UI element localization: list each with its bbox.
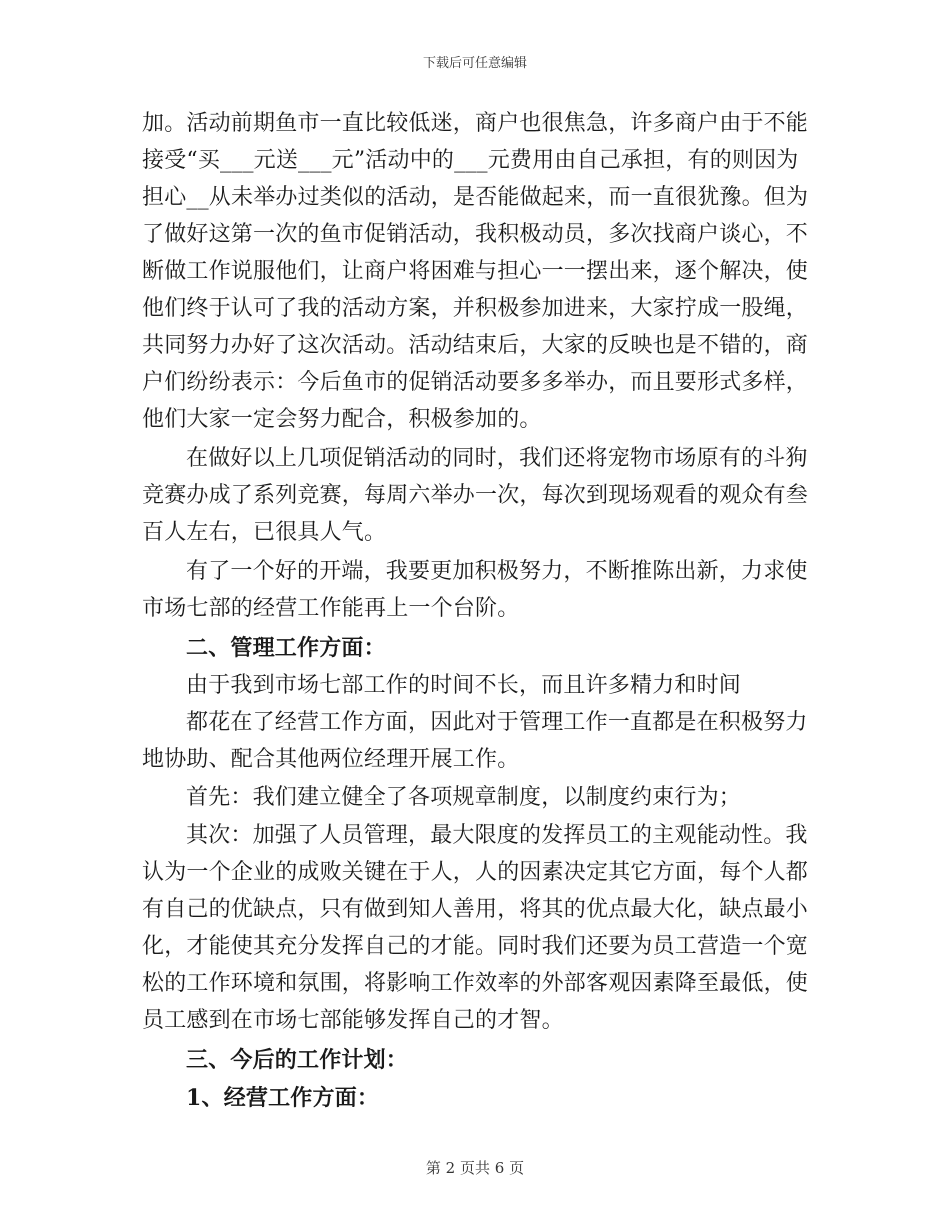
section-heading: 三、今后的工作计划： xyxy=(186,1047,409,1073)
body-line: 了做好这第一次的鱼市促销活动，我积极动员，多次找商户谈心，不 xyxy=(142,222,809,247)
body-line: 共同努力办好了这次活动。活动结束后，大家的反映也是不错的，商 xyxy=(142,333,809,358)
body-line: 户们纷纷表示：今后鱼市的促销活动要多多举办，而且要形式多样， xyxy=(142,370,809,395)
body-line: 认为一个企业的成败关键在于人，人的因素决定其它方面，每个人都 xyxy=(142,860,809,885)
body-line: 加。活动前期鱼市一直比较低迷，商户也很焦急，许多商户由于不能 xyxy=(142,111,809,136)
body-line: 在做好以上几项促销活动的同时，我们还将宠物市场原有的斗狗 xyxy=(186,446,808,471)
page-footer: 第 2 页共 6 页 xyxy=(425,1159,525,1177)
body-line: 他们终于认可了我的活动方案，并积极参加进来，大家拧成一股绳， xyxy=(142,296,809,321)
subsection-heading: 1、经营工作方面： xyxy=(186,1085,380,1111)
body-line: 担心__从未举办过类似的活动，是否能做起来，而一直很犹豫。但为 xyxy=(142,185,809,210)
body-line: 有自己的优缺点，只有做到知人善用，将其的优点最大化，缺点最小 xyxy=(142,897,809,922)
body-line: 竞赛办成了系列竞赛，每周六举办一次，每次到现场观看的观众有叁 xyxy=(142,483,809,508)
body-line: 地协助、配合其他两位经理开展工作。 xyxy=(142,747,520,772)
section-heading: 二、管理工作方面： xyxy=(186,635,386,661)
body-line: 松的工作环境和氛围，将影响工作效率的外部客观因素降至最低，使 xyxy=(142,971,809,996)
body-line: 市场七部的经营工作能再上一个台阶。 xyxy=(142,596,520,621)
body-line: 都花在了经营工作方面，因此对于管理工作一直都是在积极努力 xyxy=(186,710,808,735)
body-line: 断做工作说服他们，让商户将困难与担心一一摆出来，逐个解决，使 xyxy=(142,259,809,284)
body-line: 员工感到在市场七部能够发挥自己的才智。 xyxy=(142,1008,564,1033)
body-line: 接受“买___元送___元”活动中的___元费用由自己承担，有的则因为 xyxy=(142,148,799,173)
body-line: 百人左右，已很具人气。 xyxy=(142,520,387,545)
page-header: 下载后可任意编辑 xyxy=(422,56,527,71)
body-line: 化，才能使其充分发挥自己的才能。同时我们还要为员工营造一个宽 xyxy=(142,934,809,959)
body-line: 其次：加强了人员管理，最大限度的发挥员工的主观能动性。我 xyxy=(186,823,808,848)
body-line: 首先：我们建立健全了各项规章制度，以制度约束行为； xyxy=(186,785,742,810)
body-line: 有了一个好的开端，我要更加积极努力，不断推陈出新，力求使 xyxy=(186,559,808,584)
body-line: 他们大家一定会努力配合，积极参加的。 xyxy=(142,407,542,432)
body-line: 由于我到市场七部工作的时间不长，而且许多精力和时间 xyxy=(186,673,742,698)
